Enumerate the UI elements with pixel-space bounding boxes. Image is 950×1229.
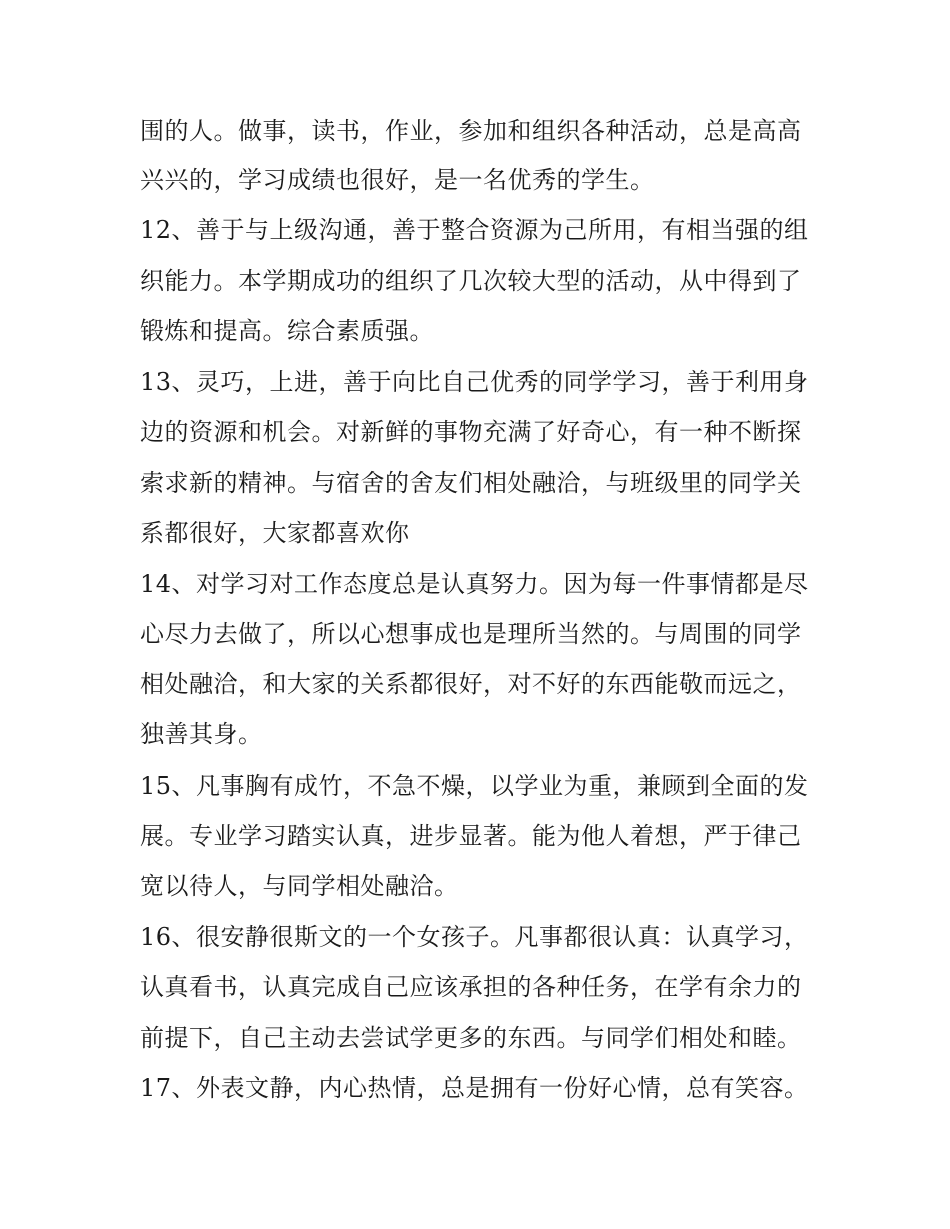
text-line: 前提下，自己主动去尝试学更多的东西。与同学们相处和睦。	[140, 1024, 802, 1052]
text-line: 索求新的精神。与宿舍的舍友们相处融洽，与班级里的同学关	[140, 469, 802, 497]
text-line: 锻炼和提高。综合素质强。	[140, 317, 434, 345]
text-line: 14、对学习对工作态度总是认真努力。因为每一件事情都是尽	[140, 570, 809, 598]
text-line: 独善其身。	[140, 720, 263, 748]
text-line: 展。专业学习踏实认真，进步显著。能为他人着想，严于律己	[140, 822, 802, 850]
text-line: 心尽力去做了，所以心想事成也是理所当然的。与周围的同学	[140, 620, 802, 648]
text-line: 系都很好，大家都喜欢你	[140, 519, 410, 547]
text-line: 16、很安静很斯文的一个女孩子。凡事都很认真：认真学习，	[140, 923, 809, 951]
text-line: 围的人。做事，读书，作业，参加和组织各种活动，总是高高	[140, 117, 802, 145]
text-line: 认真看书，认真完成自己应该承担的各种任务，在学有余力的	[140, 973, 802, 1001]
text-line: 15、凡事胸有成竹，不急不燥，以学业为重，兼顾到全面的发	[140, 772, 809, 800]
text-line: 相处融洽，和大家的关系都很好，对不好的东西能敬而远之，	[140, 670, 802, 698]
text-line: 兴兴的，学习成绩也很好，是一名优秀的学生。	[140, 166, 655, 194]
text-line: 12、善于与上级沟通，善于整合资源为己所用，有相当强的组	[140, 216, 809, 244]
text-line: 边的资源和机会。对新鲜的事物充满了好奇心，有一种不断探	[140, 418, 802, 446]
text-line: 13、灵巧，上进，善于向比自己优秀的同学学习，善于利用身	[140, 368, 809, 396]
text-line: 宽以待人，与同学相处融洽。	[140, 872, 459, 900]
text-line: 织能力。本学期成功的组织了几次较大型的活动，从中得到了	[140, 267, 802, 295]
text-line: 17、外表文静，内心热情，总是拥有一份好心情，总有笑容。	[140, 1074, 809, 1102]
